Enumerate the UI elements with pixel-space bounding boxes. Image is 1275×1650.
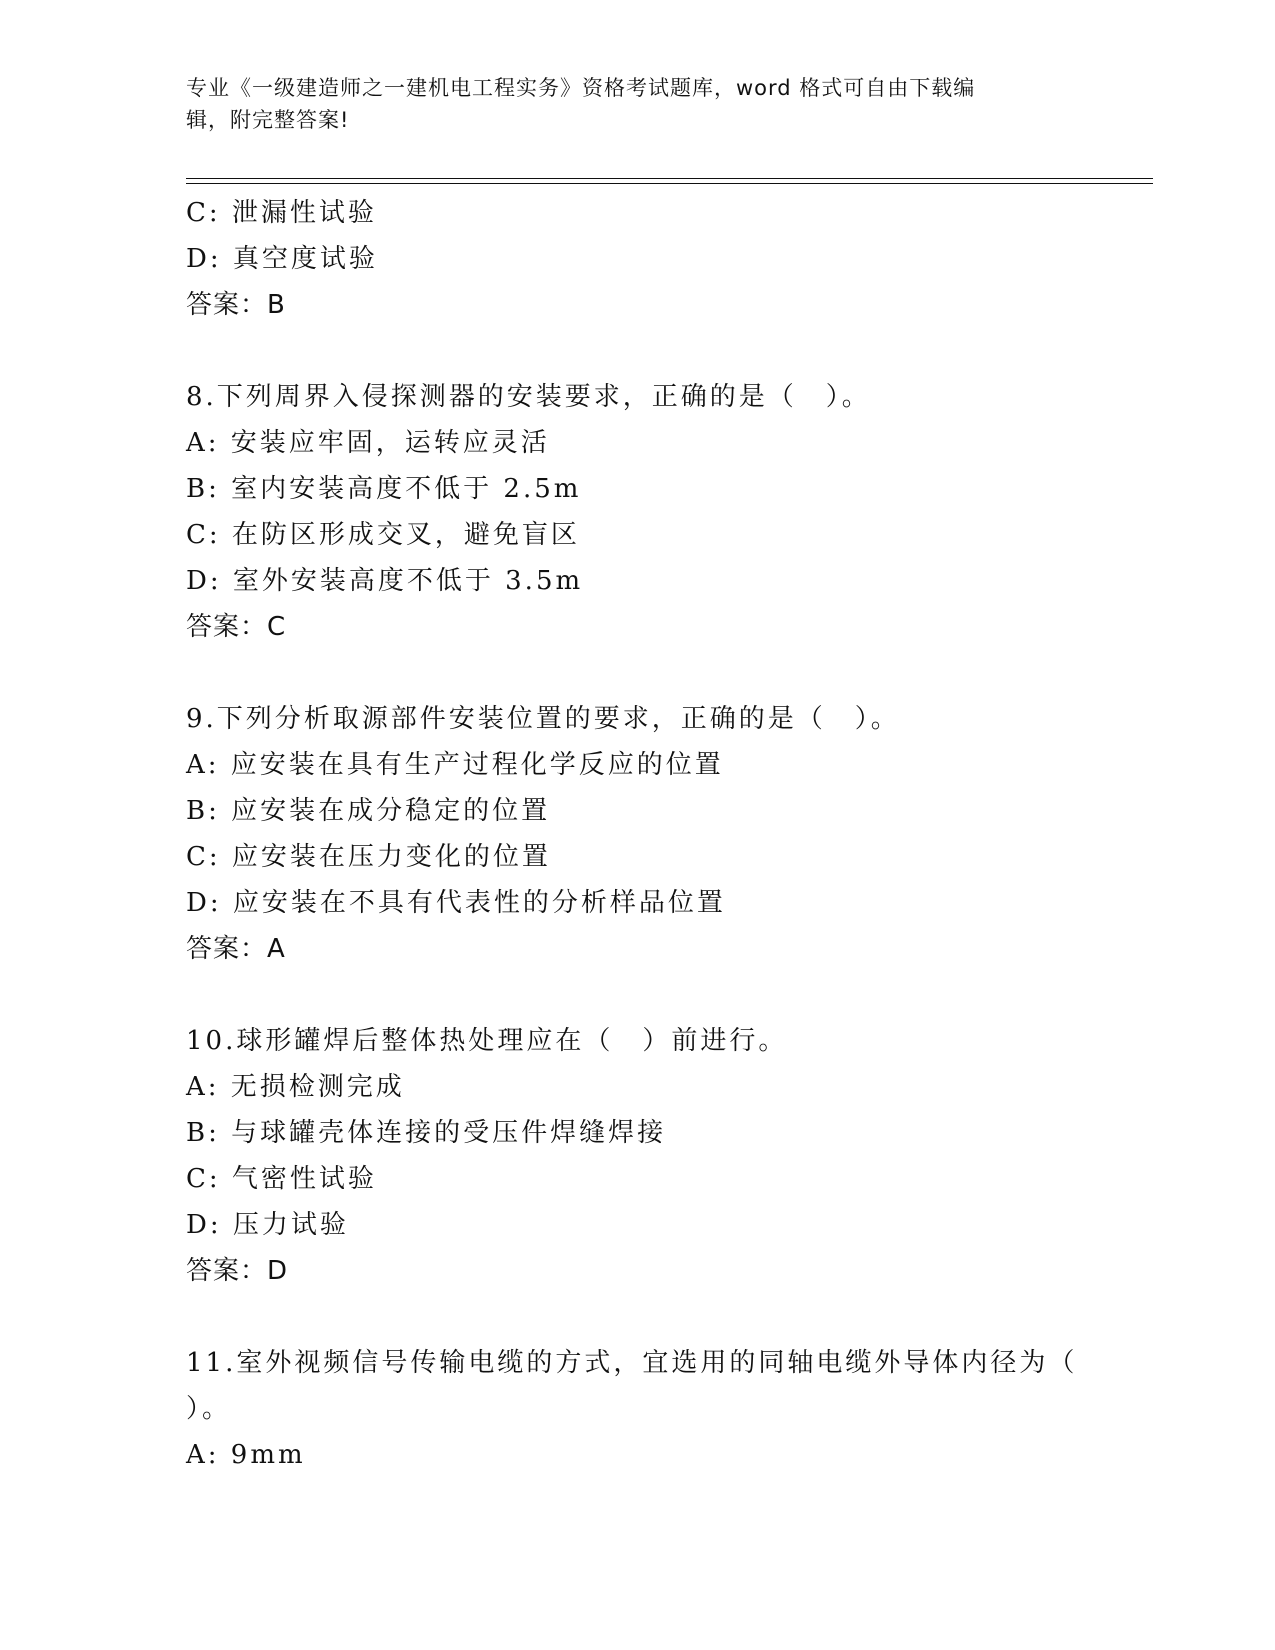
question-9 bbox=[186, 696, 1086, 972]
option-a: A: 应安装在具有生产过程化学反应的位置 bbox=[186, 750, 724, 780]
question-prev bbox=[186, 190, 1086, 328]
option-a: A: 9mm bbox=[186, 1440, 306, 1470]
option-d: D: 室外安装高度不低于 3.5m bbox=[186, 566, 584, 596]
question-stem: 8.下列周界入侵探测器的安装要求，正确的是（ ）。 bbox=[186, 382, 871, 412]
header-rule-bottom bbox=[186, 183, 1153, 184]
question-stem: 9.下列分析取源部件安装位置的要求，正确的是（ ）。 bbox=[186, 704, 900, 734]
option-c: C: 在防区形成交叉，避免盲区 bbox=[186, 520, 580, 550]
answer: 答案：A bbox=[186, 934, 286, 964]
header-line-1: 专业《一级建造师之一建机电工程实务》资格考试题库，word 格式可自由下载编 bbox=[186, 76, 976, 100]
option-b: B: 室内安装高度不低于 2.5m bbox=[186, 474, 582, 504]
option-c: C: 气密性试验 bbox=[186, 1164, 377, 1194]
option-b: B: 与球罐壳体连接的受压件焊缝焊接 bbox=[186, 1118, 667, 1148]
question-stem-line-1: 11.室外视频信号传输电缆的方式，宜选用的同轴电缆外导体内径为（ bbox=[186, 1348, 1078, 1378]
question-stem: 10.球形罐焊后整体热处理应在（ ）前进行。 bbox=[186, 1026, 788, 1056]
document-header bbox=[186, 72, 1086, 136]
option-d: D: 压力试验 bbox=[186, 1210, 349, 1240]
spacer bbox=[186, 650, 1086, 696]
spacer bbox=[186, 328, 1086, 374]
option-c: C: 泄漏性试验 bbox=[186, 198, 377, 228]
option-c: C: 应安装在压力变化的位置 bbox=[186, 842, 551, 872]
question-8 bbox=[186, 374, 1086, 650]
spacer bbox=[186, 972, 1086, 1018]
option-a: A: 安装应牢固，运转应灵活 bbox=[186, 428, 550, 458]
option-d: D: 应安装在不具有代表性的分析样品位置 bbox=[186, 888, 726, 918]
header-line-2: 辑，附完整答案! bbox=[186, 108, 350, 132]
answer: 答案：B bbox=[186, 290, 286, 320]
answer: 答案：C bbox=[186, 612, 287, 642]
option-d: D: 真空度试验 bbox=[186, 244, 378, 274]
question-list bbox=[186, 190, 1086, 1478]
option-b: B: 应安装在成分稳定的位置 bbox=[186, 796, 551, 826]
option-a: A: 无损检测完成 bbox=[186, 1072, 405, 1102]
header-rule-top bbox=[186, 178, 1153, 179]
answer: 答案：D bbox=[186, 1256, 289, 1286]
question-10 bbox=[186, 1018, 1086, 1294]
question-stem-line-2: ）。 bbox=[186, 1394, 232, 1424]
question-11 bbox=[186, 1340, 1086, 1478]
spacer bbox=[186, 1294, 1086, 1340]
